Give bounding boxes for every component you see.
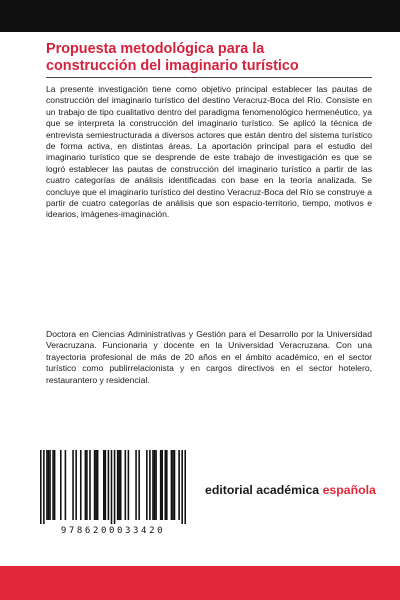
barcode-bar — [164, 450, 166, 520]
book-title-line-2: construcción del imaginario turístico — [46, 57, 299, 74]
isbn-number: 9786200033420 — [60, 526, 166, 536]
barcode-bars — [40, 450, 186, 524]
publisher-name: editorial académica — [205, 483, 320, 497]
barcode-bar — [128, 450, 130, 520]
barcode-bar — [60, 450, 62, 520]
barcode-bar — [120, 450, 122, 520]
barcode-bar — [105, 450, 107, 520]
barcode-bar — [172, 450, 174, 520]
barcode-bar — [161, 450, 163, 520]
barcode-bar — [80, 450, 82, 520]
barcode-bar — [43, 450, 45, 524]
barcode-bar — [85, 450, 87, 520]
abstract-text: La presente investigación tiene como objetivo principal establecer las pautas de construcción del imaginario turístico del destino Veracruz-Boca del Río. Consiste en un trabajo de tipo cualitativo dentro del paradigma fenomenológico hermenéutico, ya que se interpreta la construcción del imaginario turístico. Se aplicó la técnica de entrevista semiestructurada a diversos actores que están dentro del sistema turístico de forma activa, en distintas áreas. La aportación principal para el estudio del imaginario turístico que se desprende de este trabajo de investigación es que se logró establecer las pautas de construcción del imaginario turístico a partir de las cuatro categorías de análisis identificadas con base en la teoría analizada. Se concluye que el imaginario turístico del destino Veracruz-Boca del Río se construye a partir de cuatro categorías de análisis que son espacio-territorio, tiempo, motivos e idearios, imágenes-imaginación. — [46, 84, 372, 220]
barcode-bar — [118, 450, 120, 520]
bottom-band — [0, 566, 400, 600]
barcode-bar — [75, 450, 77, 520]
barcode-bar — [40, 450, 42, 524]
barcode-bar — [65, 450, 67, 520]
barcode-bar — [174, 450, 176, 520]
barcode-bar — [166, 450, 168, 520]
barcode-bar — [103, 450, 105, 520]
barcode-bar — [154, 450, 156, 520]
barcode-bar — [95, 450, 97, 520]
isbn-barcode — [34, 448, 190, 540]
top-band — [0, 0, 400, 32]
publisher-logo — [205, 483, 376, 497]
barcode-bar — [94, 450, 96, 520]
barcode-bar — [181, 450, 183, 524]
barcode-bar — [146, 450, 148, 520]
barcode-bar — [97, 450, 99, 520]
barcode-bar — [117, 450, 119, 520]
barcode-bar — [89, 450, 91, 520]
barcode-bar — [114, 450, 116, 524]
book-title-line-1: Propuesta metodológica para la — [46, 41, 265, 57]
barcode-bar — [138, 450, 140, 520]
barcode-bar — [160, 450, 162, 520]
barcode-bar — [155, 450, 157, 520]
barcode-bar — [72, 450, 74, 520]
barcode-bar — [135, 450, 137, 520]
publisher-name-accent: española — [322, 483, 376, 497]
barcode-bar — [52, 450, 54, 520]
barcode-bar — [111, 450, 113, 524]
barcode-bar — [54, 450, 56, 520]
barcode-bar — [149, 450, 151, 520]
barcode-bar — [46, 450, 48, 520]
barcode-bar — [178, 450, 180, 520]
book-title — [46, 41, 366, 74]
barcode-bar — [49, 450, 51, 520]
barcode-bar — [125, 450, 127, 520]
barcode-bar — [48, 450, 50, 520]
barcode-bar — [152, 450, 154, 520]
barcode-bar — [86, 450, 88, 520]
barcode-bar — [184, 450, 186, 524]
barcode-bar — [108, 450, 110, 520]
author-bio-text: Doctora en Ciencias Administrativas y Gestión para el Desarrollo por la Universidad Veracruzana. Funcionaria y docente en la Universidad Veracruzana. Con una trayectoria profesional de más de 20 años en el ámbito académico, en el sector turístico como publirrelacionista y en cargos directivos en el sector hotelero, restaurantero y residencial. — [46, 329, 372, 385]
title-divider — [46, 77, 372, 78]
barcode-bar — [171, 450, 173, 520]
